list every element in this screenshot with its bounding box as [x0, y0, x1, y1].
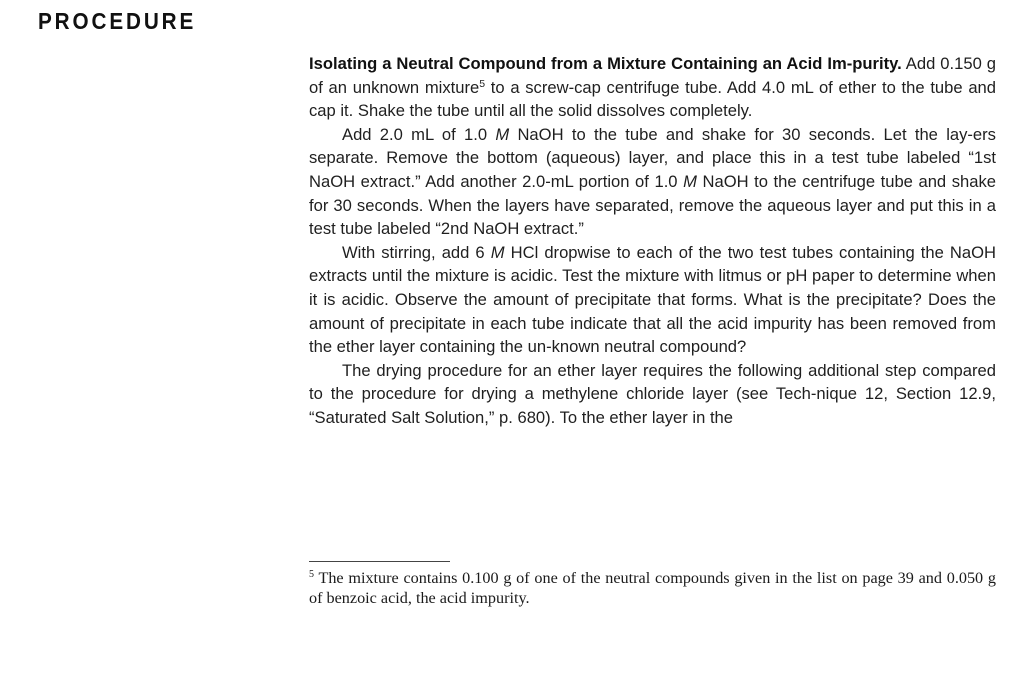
paragraph-2-text-b: NaOH to the tube and shake for 30 seconds. Let the lay-ers separate. Remove the bottom (aqueous) layer, and place this in a test tube labeled “1st NaOH extract.” Add another 2.0-mL portion of 1.0	[309, 124, 996, 191]
paragraph-3	[309, 241, 996, 359]
footnote-divider	[309, 561, 450, 562]
paragraph-3-text-b: HCl dropwise to each of the two test tubes containing the NaOH extracts until the mixture is acidic. Test the mixture with litmus or pH paper to determine when it is acidic. Observe the amount of precipitate that forms. What is the precipitate? Does the amount of precipitate in each tube indicate that all the acid impurity has been removed from the ether layer containing the un-known neutral compound?	[309, 242, 996, 357]
paragraph-1-text-a: Add 0.150 g of an unknown mixture	[309, 54, 996, 97]
footnote-text: The mixture contains 0.100 g of one of the neutral compounds given in the list on page 39 and 0.050 g of benzoic acid, the acid impurity.	[309, 569, 996, 607]
run-in-heading: Isolating a Neutral Compound from a Mixture Containing an Acid Im-purity.	[309, 54, 902, 73]
paragraph-3-text-a: With stirring, add 6	[342, 242, 491, 262]
molarity-symbol: M	[495, 124, 510, 144]
molarity-symbol: M	[683, 171, 697, 191]
paragraph-4: The drying procedure for an ether layer requires the following additional step compared to the procedure for drying a methylene chloride layer (see Tech-nique 12, Section 12.9, “Saturated Salt Solution,” p. 680). To the ether layer in the	[309, 360, 996, 427]
section-heading: PROCEDURE	[38, 8, 197, 34]
footnote	[309, 568, 996, 608]
paragraph-2	[309, 123, 996, 241]
procedure-body	[309, 52, 996, 430]
paragraph-2-text-c: NaOH to the centrifuge tube and shake for 30 seconds. When the layers have separated, remove the aqueous layer and put this in a test tube labeled “2nd NaOH extract.”	[309, 171, 996, 239]
footnote-marker: 5	[309, 569, 314, 580]
paragraph-1-text-b: to a screw-cap centrifuge tube. Add 4.0 mL of ether to the tube and cap it. Shake the tube until all the solid dissolves completely.	[309, 77, 997, 121]
molarity-symbol: M	[490, 242, 505, 262]
footnote-reference: 5	[479, 77, 486, 90]
paragraph-1	[309, 52, 996, 123]
paragraph-2-text-a: Add 2.0 mL of 1.0	[342, 124, 496, 144]
